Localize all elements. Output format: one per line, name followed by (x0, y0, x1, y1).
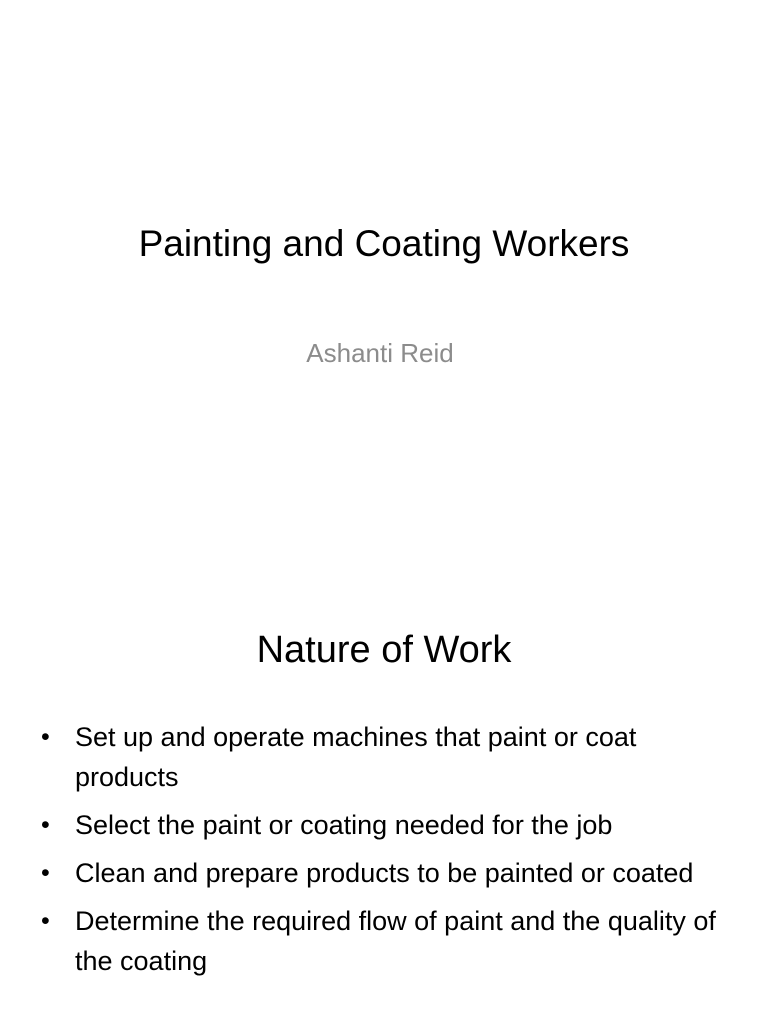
bullet-text: Select the paint or coating needed for the job (75, 810, 613, 840)
slide-title: Nature of Work (256, 629, 512, 671)
slide-subtitle-author: Ashanti Reid (306, 338, 454, 368)
bullet-text: Clean and prepare products to be painted or coated (75, 858, 694, 888)
content-slide (0, 576, 768, 1024)
bullet-dot-icon: • (41, 811, 50, 839)
bullet-list (40, 717, 740, 989)
bullet-text: Determine the required flow of paint and the quality of the coating (75, 906, 716, 976)
bullet-item (40, 901, 740, 981)
bullet-text: Set up and operate machines that paint or coat products (75, 722, 637, 792)
bullet-item (40, 853, 740, 893)
bullet-dot-icon: • (41, 723, 50, 751)
bullet-item (40, 717, 740, 797)
slide-title: Painting and Coating Workers (138, 223, 630, 264)
bullet-dot-icon: • (41, 859, 50, 887)
bullet-item (40, 805, 740, 845)
bullet-dot-icon: • (41, 907, 50, 935)
